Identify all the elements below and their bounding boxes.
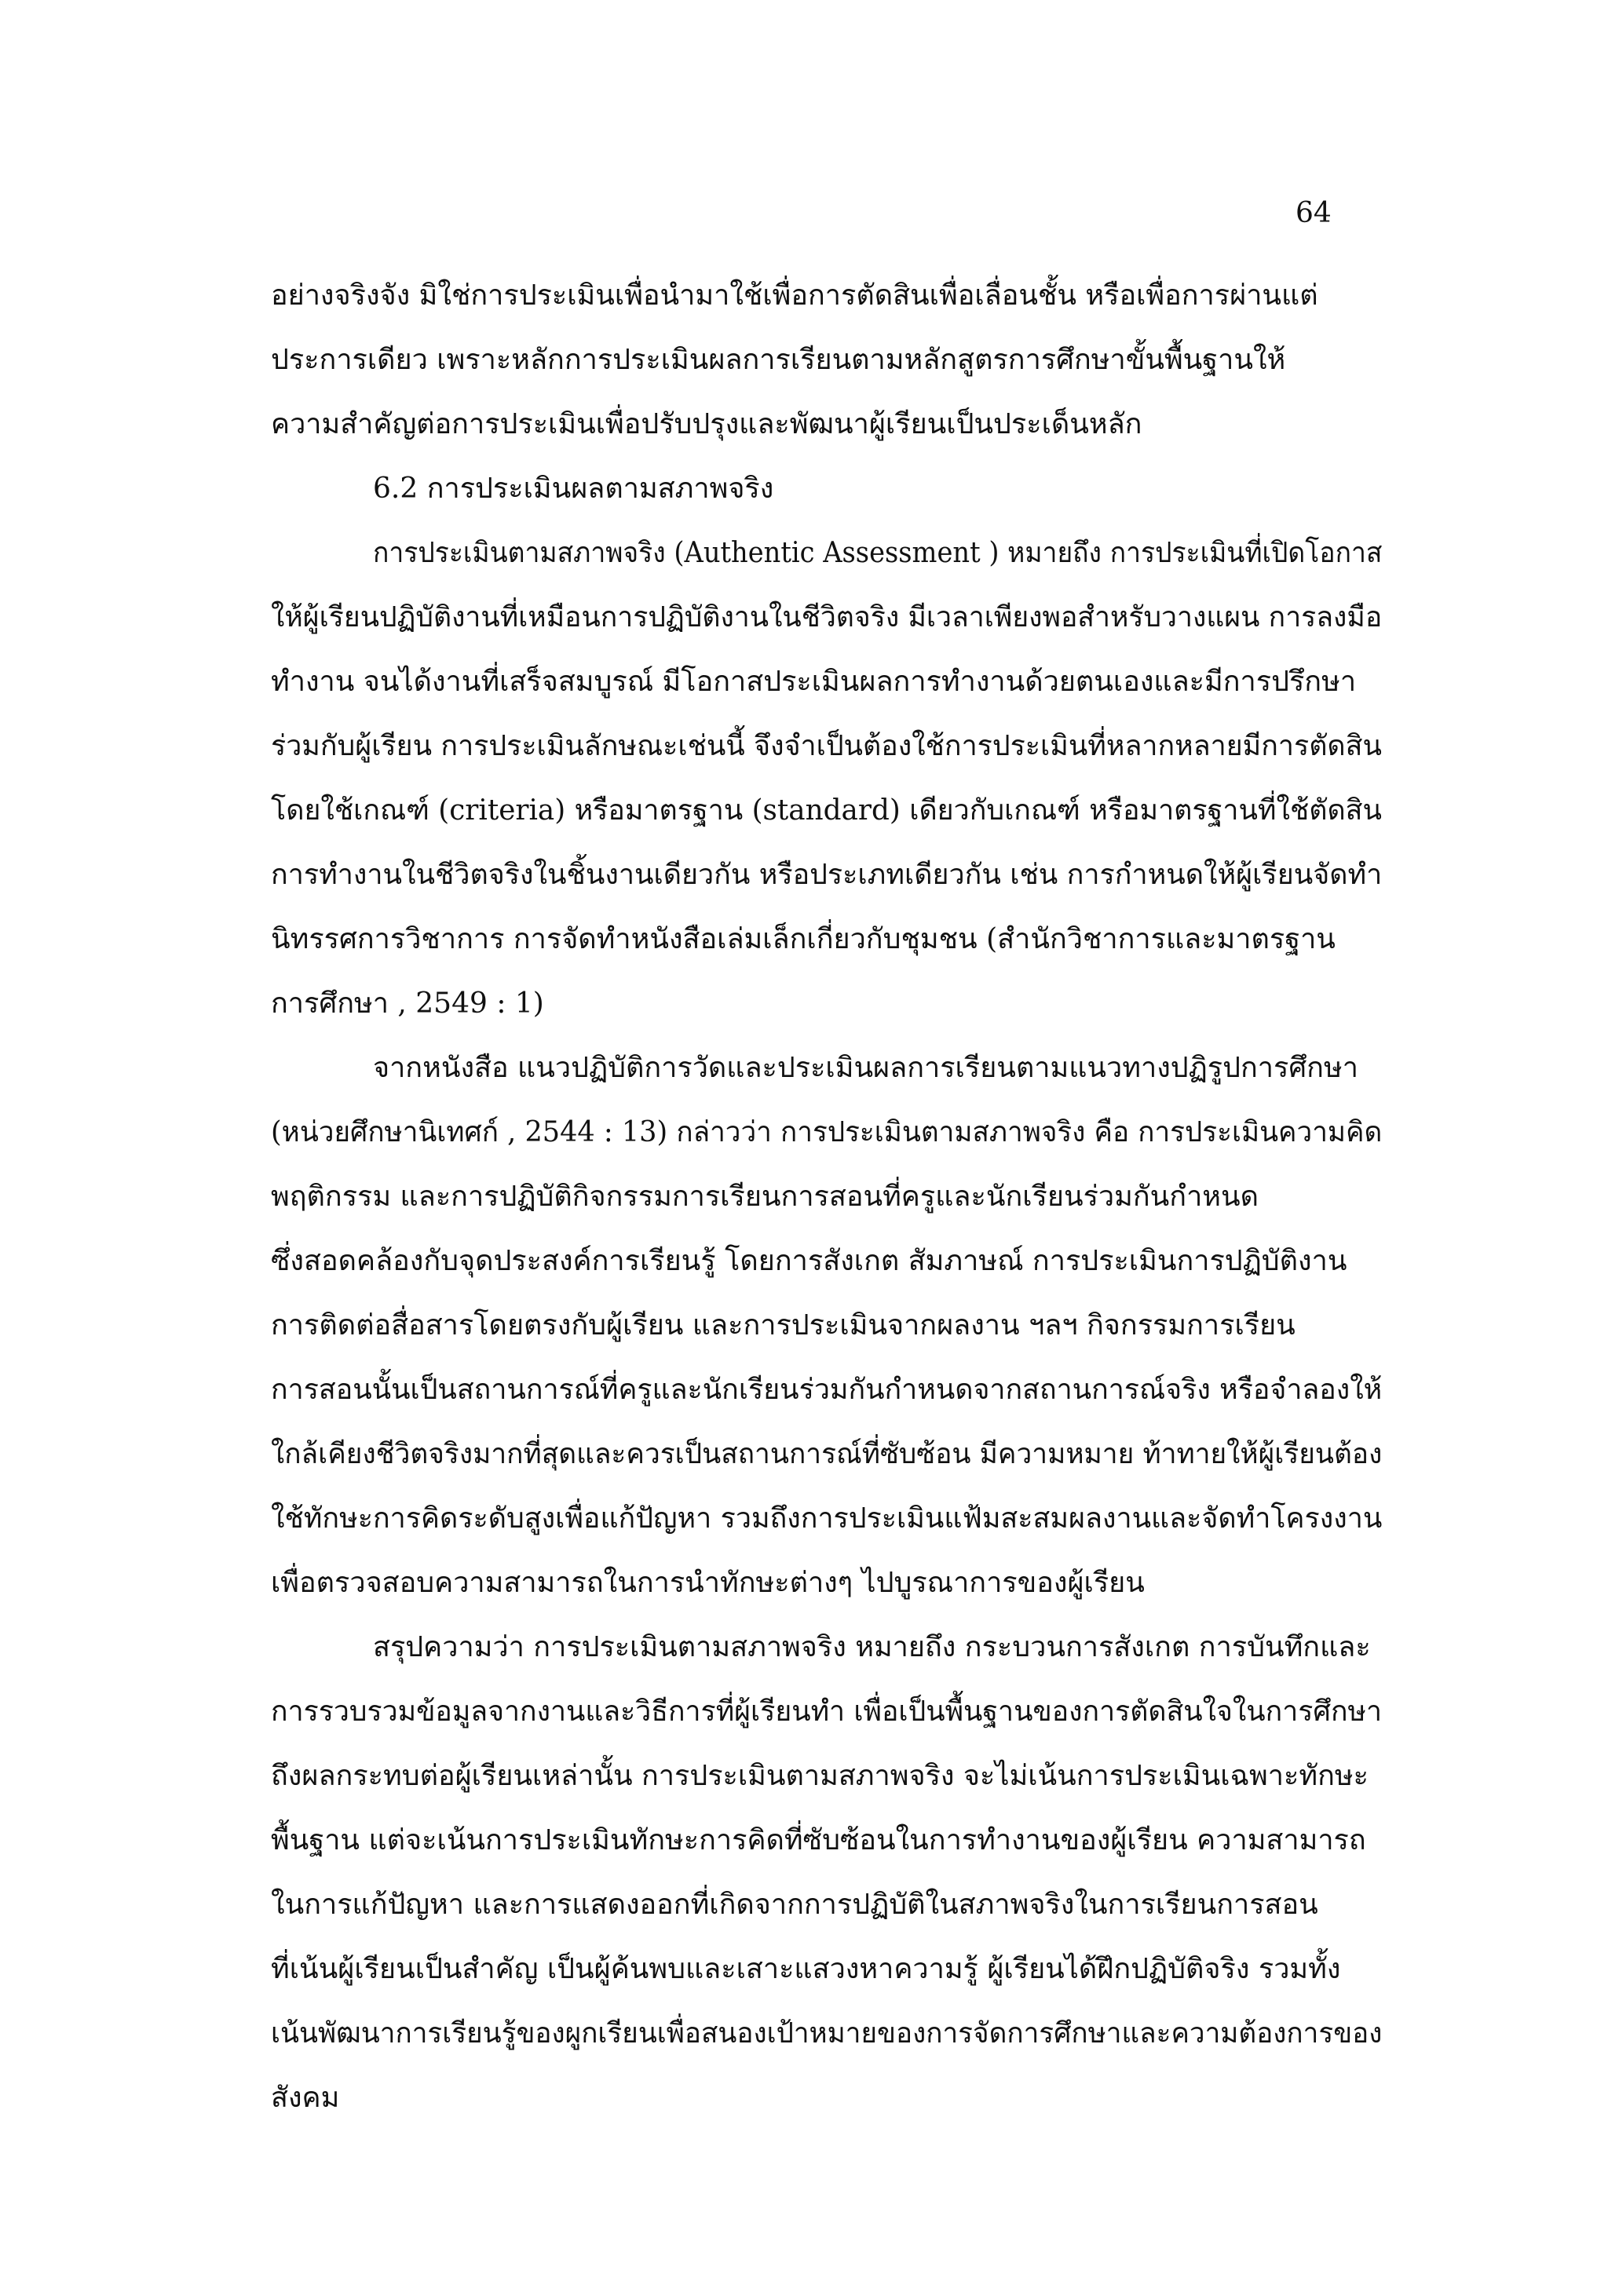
body-text [271, 264, 1382, 2130]
text-line: เน้นพัฒนาการเรียนรู้ของผูกเรียนเพื่อสนองเป้าหมายของการจัดการศึกษาและความต้องการของ [271, 2017, 1382, 2050]
text-line: การรวบรวมข้อมูลจากงานและวิธีการที่ผู้เรียนทำ เพื่อเป็นพื้นฐานของการตัดสินใจในการศึกษา [271, 1696, 1382, 1728]
text-line: เพื่อตรวจสอบความสามารถในการนำทักษะต่างๆ ไปบูรณาการของผู้เรียน [271, 1567, 1145, 1599]
text-line: ใช้ทักษะการคิดระดับสูงเพื่อแก้ปัญหา รวมถึงการประเมินแฟ้มสะสมผลงานและจัดทำโครงงาน [271, 1502, 1382, 1535]
text-line: ถึงผลกระทบต่อผู้เรียนเหล่านั้น การประเมินตามสภาพจริง จะไม่เน้นการประเมินเฉพาะทักษะ [271, 1760, 1369, 1792]
text-line: สรุปความว่า การประเมินตามสภาพจริง หมายถึง กระบวนการสังเกต การบันทึกและ [373, 1631, 1371, 1663]
text-line: ความสำคัญต่อการประเมินเพื่อปรับปรุงและพัฒนาผู้เรียนเป็นประเด็นหลัก [271, 408, 1142, 440]
text-line: การสอนนั้นเป็นสถานการณ์ที่ครูและนักเรียนร่วมกันกำหนดจากสถานการณ์จริง หรือจำลองให้ [271, 1374, 1382, 1406]
text-line: ใกล้เคียงชีวิตจริงมากที่สุดและควรเป็นสถานการณ์ที่ซับซ้อน มีความหมาย ท้าทายให้ผู้เรียนต้อง [271, 1438, 1382, 1470]
text-line: ซึ่งสอดคล้องกับจุดประสงค์การเรียนรู้ โดยการสังเกต สัมภาษณ์ การประเมินการปฏิบัติงาน [271, 1245, 1347, 1277]
text-line: การติดต่อสื่อสารโดยตรงกับผู้เรียน และการประเมินจากผลงาน ฯลฯ กิจกรรมการเรียน [271, 1309, 1296, 1341]
text-line: 6.2 การประเมินผลตามสภาพจริง [373, 473, 774, 505]
page-number: 64 [1296, 197, 1332, 229]
text-line: การทำงานในชีวิตจริงในชิ้นงานเดียวกัน หรือประเภทเดียวกัน เช่น การกำหนดให้ผู้เรียนจัดทำ [271, 859, 1382, 891]
text-line: ในการแก้ปัญหา และการแสดงออกที่เกิดจากการปฏิบัติในสภาพจริงในการเรียนการสอน [271, 1889, 1318, 1921]
text-line: ร่วมกับผู้เรียน การประเมินลักษณะเช่นนี้ จึงจำเป็นต้องใช้การประเมินที่หลากหลายมีการตัดสิน [271, 730, 1382, 762]
text-line: การประเมินตามสภาพจริง (Authentic Assessment ) หมายถึง การประเมินที่เปิดโอกาส [373, 537, 1382, 569]
text-line: ให้ผู้เรียนปฏิบัติงานที่เหมือนการปฏิบัติงานในชีวิตจริง มีเวลาเพียงพอสำหรับวางแผน การลงมือ [271, 601, 1382, 633]
text-line: โดยใช้เกณฑ์ (criteria) หรือมาตรฐาน (standard) เดียวกับเกณฑ์ หรือมาตรฐานที่ใช้ตัดสิน [271, 794, 1382, 827]
text-line: ประการเดียว เพราะหลักการประเมินผลการเรียนตามหลักสูตรการศึกษาขั้นพื้นฐานให้ [271, 344, 1286, 376]
text-line: อย่างจริงจัง มิใช่การประเมินเพื่อนำมาใช้เพื่อการตัดสินเพื่อเลื่อนชั้น หรือเพื่อการผ่านแต่ [271, 279, 1318, 312]
text-line: ที่เน้นผู้เรียนเป็นสำคัญ เป็นผู้ค้นพบและเสาะแสวงหาความรู้ ผู้เรียนได้ฝึกปฏิบัติจริง รวมทั้ง [271, 1953, 1341, 1985]
text-line: สังคม [271, 2082, 340, 2114]
text-line: จากหนังสือ แนวปฏิบัติการวัดและประเมินผลการเรียนตามแนวทางปฏิรูปการศึกษา [373, 1052, 1358, 1084]
text-line: นิทรรศการวิชาการ การจัดทำหนังสือเล่มเล็กเกี่ยวกับชุมชน (สำนักวิชาการและมาตรฐาน [271, 923, 1336, 955]
text-line: ทำงาน จนได้งานที่เสร็จสมบูรณ์ มีโอกาสประเมินผลการทำงานด้วยตนเองและมีการปรึกษา [271, 666, 1357, 698]
text-line: การศึกษา , 2549 : 1) [271, 987, 544, 1020]
text-line: พื้นฐาน แต่จะเน้นการประเมินทักษะการคิดที่ซับซ้อนในการทำงานของผู้เรียน ความสามารถ [271, 1824, 1366, 1856]
text-line: (หน่วยศึกษานิเทศก์ , 2544 : 13) กล่าวว่า การประเมินตามสภาพจริง คือ การประเมินความคิด [271, 1116, 1382, 1148]
text-line: พฤติกรรม และการปฏิบัติกิจกรรมการเรียนการสอนที่ครูและนักเรียนร่วมกันกำหนด [271, 1181, 1259, 1213]
